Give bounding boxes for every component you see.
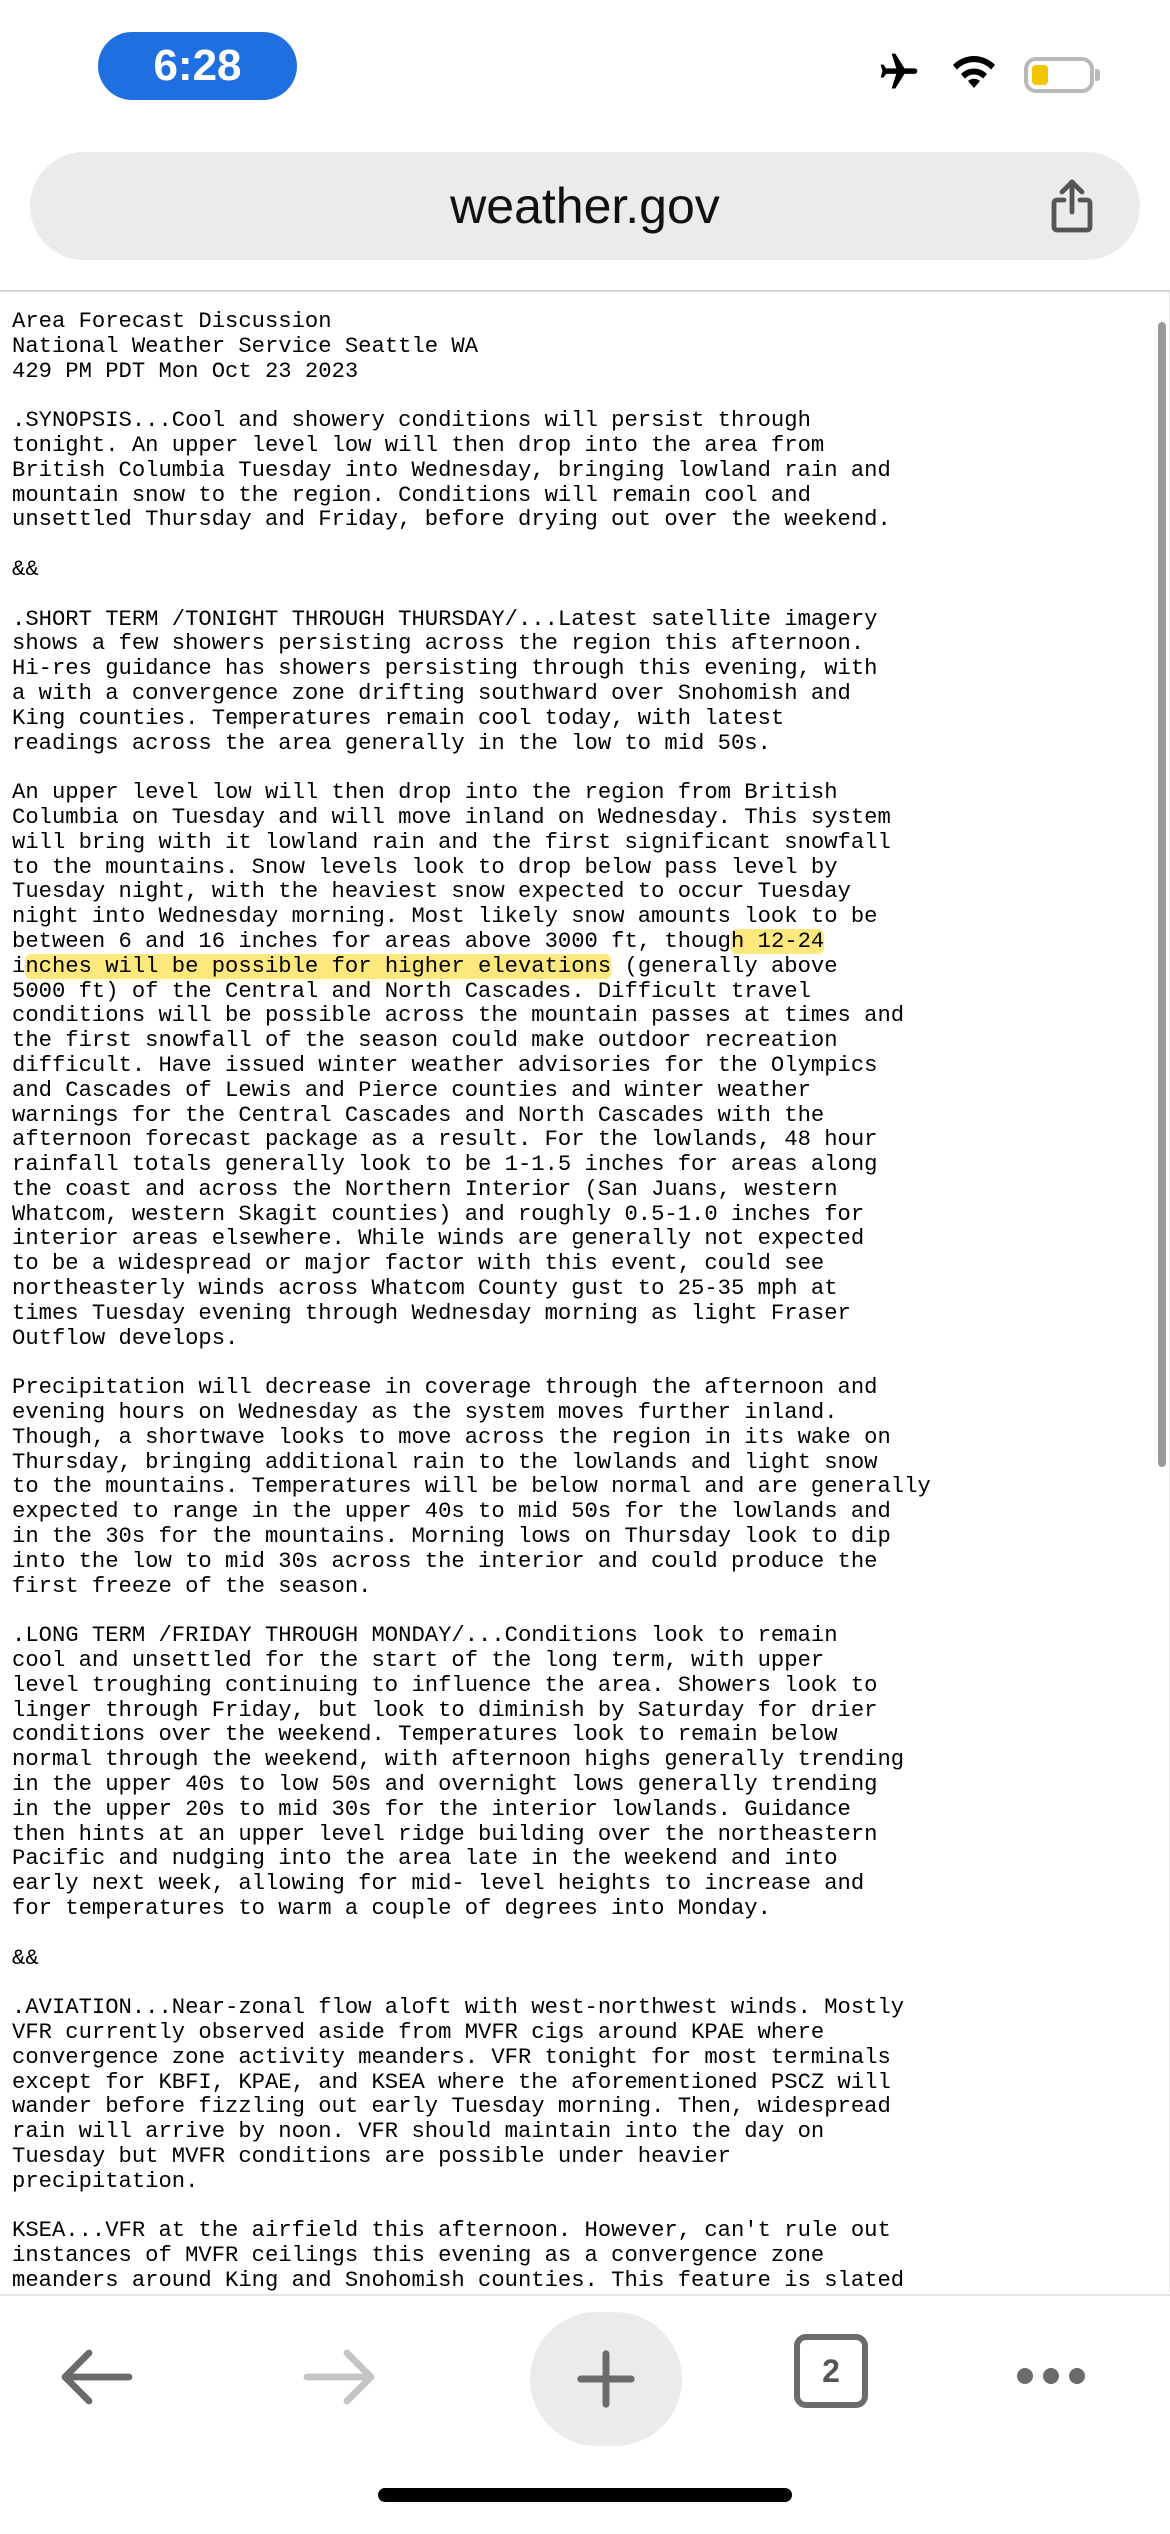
text-line: conditions over the weekend. Temperatures look to remain below [12,1722,838,1748]
airplane-icon [874,50,924,99]
status-time: 6:28 [98,32,297,100]
paragraph [12,781,1152,1351]
battery-level [1032,65,1048,85]
text-line: .SYNOPSIS...Cool and showery conditions will persist through [12,408,811,434]
text-line: conditions will be possible across the mountain passes at times and [12,1003,905,1029]
text-line: meanders around King and Snohomish counties. This feature is slated [12,2267,905,2292]
text-line: linger through Friday, but look to diminish by Saturday for drier [12,1697,878,1723]
paragraph [12,1624,1152,1922]
text-line: Thursday, bringing additional rain to the lowlands and light snow [12,1449,878,1475]
text-line: shows a few showers persisting across the region this afternoon. [12,631,865,657]
text-line: normal through the weekend, with afternoon highs generally trending [12,1747,905,1773]
text-line: inches will be possible for higher elevations (generally above [12,953,838,979]
text-line: Tuesday but MVFR conditions are possible under heavier [12,2143,731,2169]
tab-count: 2 [822,2352,840,2389]
text-line: to the mountains. Temperatures will be below normal and are generally [12,1474,931,1500]
paragraph [12,310,1152,384]
text-line: into the low to mid 30s across the interior and could produce the [12,1548,878,1574]
url-text[interactable]: weather.gov [450,178,720,234]
back-arrow-icon [59,2347,135,2407]
text-line: interior areas elsewhere. While winds are generally not expected [12,1226,865,1252]
text-line: Tuesday night, with the heaviest snow expected to occur Tuesday [12,879,851,905]
text-line: cool and unsettled for the start of the long term, with upper [12,1648,825,1674]
text-line: Pacific and nudging into the area late in the weekend and into [12,1846,838,1872]
text-line: mountain snow to the region. Conditions will remain cool and [12,482,811,508]
text-line: 5000 ft) of the Central and North Cascades. Difficult travel [12,978,811,1004]
text-line: wander before fizzling out early Tuesday morning. Then, widespread [12,2094,891,2120]
text-line: instances of MVFR ceilings this evening as a convergence zone [12,2243,825,2269]
paragraph [12,2219,1152,2292]
plus-icon [577,2350,635,2408]
forward-arrow-icon [301,2347,377,2407]
text-line: for temperatures to warm a couple of degrees into Monday. [12,1896,771,1921]
forward-button[interactable] [296,2334,382,2420]
text-line: King counties. Temperatures remain cool today, with latest [12,705,785,731]
more-icon [1015,2366,1087,2386]
text-line: expected to range in the upper 40s to mid 50s for the lowlands and [12,1499,891,1525]
highlighted-text[interactable]: h 12-24 [731,928,825,954]
text-line: 429 PM PDT Mon Oct 23 2023 [12,358,359,384]
text-line: the first snowfall of the season could make outdoor recreation [12,1028,838,1054]
text-line: readings across the area generally in the low to mid 50s. [12,730,771,756]
text-line: An upper level low will then drop into the region from British [12,780,838,806]
text-line: level troughing continuing to influence the area. Showers look to [12,1672,878,1698]
text-line: precipitation. [12,2168,199,2194]
text-line: .SHORT TERM /TONIGHT THROUGH THURSDAY/...Latest satellite imagery [12,606,878,632]
text-line: night into Wednesday morning. Most likely snow amounts look to be [12,904,878,930]
tabs-button[interactable] [794,2334,868,2408]
paragraph [12,558,1152,583]
text-line: difficult. Have issued winter weather advisories for the Olympics [12,1052,878,1078]
text-line: British Columbia Tuesday into Wednesday, bringing lowland rain and [12,457,891,483]
text-line: rain will arrive by noon. VFR should maintain into the day on [12,2119,825,2145]
vertical-scrollbar[interactable] [1158,322,1166,1467]
highlighted-text[interactable]: nches will be possible for higher elevations [25,953,612,979]
back-button[interactable] [54,2334,140,2420]
more-button[interactable] [1010,2348,1092,2404]
text-line: evening hours on Wednesday as the system moves further inland. [12,1400,838,1426]
wifi-icon [950,52,998,97]
text-line: to the mountains. Snow levels look to drop below pass level by [12,854,838,880]
text-line: the coast and across the Northern Interior (San Juans, western [12,1176,838,1202]
paragraph [12,608,1152,757]
text-line: KSEA...VFR at the airfield this afternoon. However, can't rule out [12,2218,891,2244]
new-tab-button[interactable] [530,2312,682,2446]
text-line: VFR currently observed aside from MVFR cigs around KPAE where [12,2019,825,2045]
text-line: then hints at an upper level ridge building over the northeastern [12,1821,878,1847]
text-line: in the upper 40s to low 50s and overnight lows generally trending [12,1772,878,1798]
text-line: convergence zone activity meanders. VFR tonight for most terminals [12,2044,891,2070]
text-line: .LONG TERM /FRIDAY THROUGH MONDAY/...Conditions look to remain [12,1623,838,1649]
text-line: rainfall totals generally look to be 1-1.5 inches for areas along [12,1152,878,1178]
text-line: in the upper 20s to mid 30s for the interior lowlands. Guidance [12,1796,851,1822]
text-line: Precipitation will decrease in coverage through the afternoon and [12,1375,878,1401]
text-line: between 6 and 16 inches for areas above 3000 ft, though 12-24 [12,928,825,954]
text-line: times Tuesday evening through Wednesday morning as light Fraser [12,1300,851,1326]
paragraph [12,409,1152,533]
text-line: Area Forecast Discussion [12,310,332,334]
text-line: northeasterly winds across Whatcom County gust to 25-35 mph at [12,1276,838,1302]
text-line: except for KBFI, KPAE, and KSEA where the aforementioned PSCZ will [12,2069,891,2095]
text-line: tonight. An upper level low will then drop into the area from [12,432,825,458]
status-bar [0,0,1170,140]
text-line: will bring with it lowland rain and the first significant snowfall [12,829,891,855]
home-indicator [378,2488,792,2502]
text-line: and Cascades of Lewis and Pierce counties and winter weather [12,1077,811,1103]
text-line: .AVIATION...Near-zonal flow aloft with west-northwest winds. Mostly [12,1995,905,2021]
text-line: && [12,1945,39,1971]
status-icons [874,50,1094,99]
text-line: Columbia on Tuesday and will move inland on Wednesday. This system [12,804,891,830]
address-bar[interactable] [30,152,1140,260]
forecast-discussion-text [12,310,1152,2292]
text-line: Whatcom, western Skagit counties) and roughly 0.5-1.0 inches for [12,1201,865,1227]
text-line: && [12,556,39,582]
text-line: Outflow develops. [12,1325,239,1351]
text-line: a with a convergence zone drifting southward over Snohomish and [12,680,851,706]
share-button[interactable] [1042,176,1102,236]
text-line: unsettled Thursday and Friday, before drying out over the weekend. [12,507,891,533]
text-line: Hi-res guidance has showers persisting through this evening, with [12,656,878,682]
battery-icon [1024,57,1094,93]
paragraph [12,1376,1152,1599]
text-line: early next week, allowing for mid- level heights to increase and [12,1871,865,1897]
text-line: first freeze of the season. [12,1573,372,1599]
text-line: to be a widespread or major factor with this event, could see [12,1251,825,1277]
paragraph [12,1996,1152,2194]
text-line: afternoon forecast package as a result. For the lowlands, 48 hour [12,1127,878,1153]
text-line: National Weather Service Seattle WA [12,333,479,359]
text-line: in the 30s for the mountains. Morning lows on Thursday look to dip [12,1524,891,1550]
text-line: warnings for the Central Cascades and North Cascades with the [12,1102,825,1128]
paragraph [12,1947,1152,1972]
text-line: Though, a shortwave looks to move across the region in its wake on [12,1424,891,1450]
address-divider [0,290,1170,292]
share-icon [1042,176,1102,236]
